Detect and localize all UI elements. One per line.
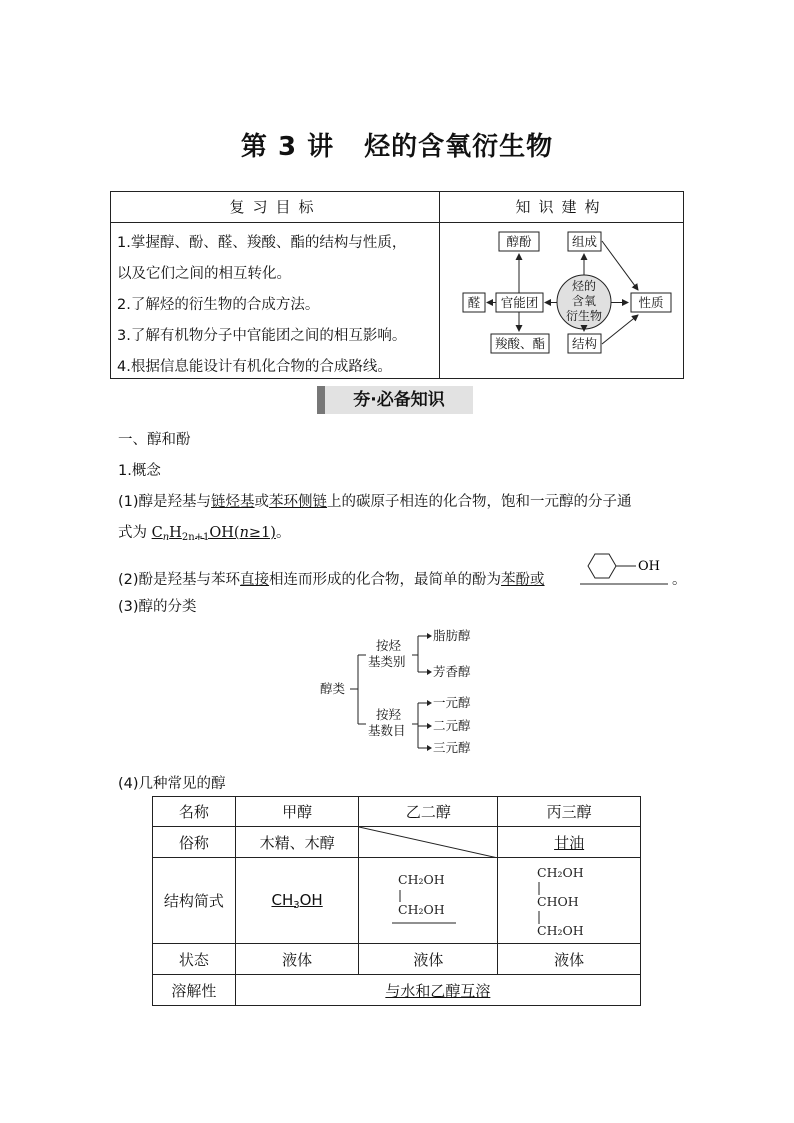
- center-line: 衍生物: [565, 309, 603, 323]
- center-line: 烃的: [571, 279, 597, 293]
- row-label: 名称: [153, 797, 236, 827]
- cell-glycerol-formula: [498, 858, 641, 944]
- lecture-number: 第 3 讲: [240, 132, 335, 162]
- header-knowledge-structure: 知识建构: [440, 192, 683, 223]
- cell-state: 液体: [359, 944, 498, 975]
- cell-state: 液体: [498, 944, 641, 975]
- cell-glycol-formula: [359, 858, 498, 944]
- class-by-hydroxyl: 基数目: [368, 723, 406, 738]
- cell-empty-diagonal: [359, 827, 498, 858]
- node-functional-group: 官能团: [500, 295, 539, 310]
- cell-glycerol-common: 甘油: [498, 827, 641, 858]
- glycol-group: CH₂OH: [398, 871, 445, 887]
- class-aromatic: 芳香醇: [433, 664, 471, 679]
- header-review-goals: 复习目标: [111, 192, 440, 223]
- cell-methanol-common: 木精、木醇: [235, 827, 359, 858]
- goal-line: 4.根据信息能设计有机化合物的合成路线。: [117, 359, 392, 375]
- knowledge-diagram: [441, 224, 683, 378]
- goal-line: 3.了解有机物分子中官能团之间的相互影响。: [117, 328, 407, 344]
- glycol-group: CH₂OH: [398, 901, 445, 917]
- table-row: [153, 975, 641, 1006]
- table-row: [153, 858, 641, 944]
- section-title: 夯·必备知识: [317, 386, 473, 414]
- node-acid-ester: 羧酸、酯: [494, 336, 546, 351]
- heading-classification: (3)醇的分类: [118, 599, 197, 615]
- node-property: 性质: [638, 295, 664, 310]
- goal-line: 以及它们之间的相互转化。: [117, 266, 291, 282]
- table-row: [153, 827, 641, 858]
- node-aldehyde: 醛: [467, 295, 481, 310]
- goal-line: 1.掌握醇、酚、醛、羧酸、酯的结构与性质，: [117, 235, 407, 251]
- node-structure: 结构: [571, 336, 598, 351]
- heading-alcohol-phenol: 一、醇和酚: [118, 432, 191, 448]
- class-tri: 三元醇: [433, 740, 471, 755]
- center-line: 含氧: [571, 294, 597, 308]
- row-label: 溶解性: [153, 975, 236, 1006]
- phenol-period: 。: [672, 572, 687, 588]
- glycerol-group: CH₂OH: [537, 864, 584, 880]
- goal-line: 2.了解烃的衍生物的合成方法。: [117, 297, 320, 313]
- class-root: 醇类: [320, 681, 346, 696]
- cell-glycol: 乙二醇: [359, 797, 498, 827]
- paragraph-alcohol-formula: 式为 $C_nH_{2n+1}OH(n\ge 1)$。: [118, 525, 291, 543]
- class-di: 二元醇: [433, 718, 471, 733]
- cell-methanol-formula: $CH_3OH$: [235, 858, 359, 944]
- review-goals: [117, 228, 437, 383]
- table-row: [153, 797, 641, 827]
- class-by-hydrocarbon: 基类别: [368, 654, 406, 669]
- alcohol-table: [152, 796, 641, 1006]
- row-label: 结构简式: [153, 858, 236, 944]
- heading-concept: 1.概念: [118, 463, 161, 479]
- paragraph-alcohol-definition: (1)醇是羟基与链烃基或苯环侧链上的碳原子相连的化合物，饱和一元醇的分子通: [118, 494, 632, 510]
- lecture-topic: 烃的含氧衍生物: [364, 132, 554, 162]
- class-by-hydrocarbon: 按烃: [376, 638, 402, 653]
- node-alcohol-phenol: 醇酚: [506, 234, 532, 249]
- class-mono: 一元醇: [433, 695, 471, 710]
- review-table: [110, 191, 684, 379]
- heading-common-alcohols: (4)几种常见的醇: [118, 776, 226, 792]
- class-aliphatic: 脂肪醇: [433, 628, 471, 643]
- cell-glycerol: 丙三醇: [498, 797, 641, 827]
- phenol-structure: [580, 546, 672, 586]
- row-label: 俗称: [153, 827, 236, 858]
- node-composition: 组成: [571, 234, 598, 249]
- cell-solubility: 与水和乙醇互溶: [235, 975, 640, 1006]
- row-label: 状态: [153, 944, 236, 975]
- hydroxyl-label: OH: [638, 559, 660, 574]
- page-title: [0, 126, 794, 163]
- paragraph-phenol-definition: (2)酚是羟基与苯环直接相连而形成的化合物，最简单的酚为苯酚或: [118, 572, 545, 588]
- glycerol-group: CHOH: [537, 893, 579, 909]
- cell-methanol: 甲醇: [235, 797, 359, 827]
- class-by-hydroxyl: 按羟: [376, 707, 402, 722]
- glycerol-group: CH₂OH: [537, 922, 584, 938]
- table-row: [153, 944, 641, 975]
- alcohol-classification-diagram: [314, 622, 484, 762]
- cell-state: 液体: [235, 944, 359, 975]
